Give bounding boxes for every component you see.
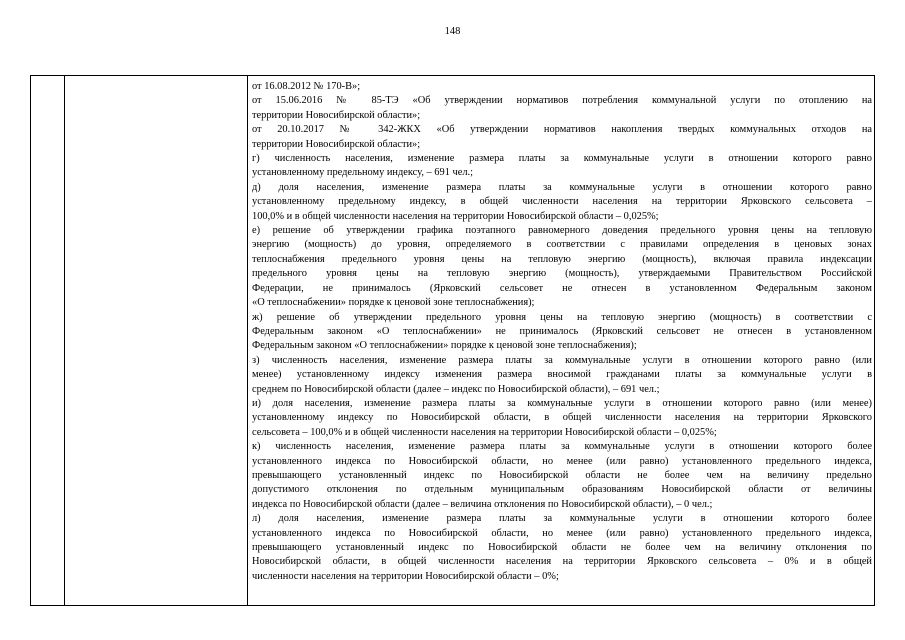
text-line: от 16.08.2012 № 170-В»; (252, 81, 361, 92)
text-line: Федеральным законом «О теплоснабжении» порядке к ценовой зоне теплоснабжения); (252, 340, 637, 352)
text-line: установленного индекса по Новосибирской области, но менее (или равно) установленного предельного индекса, (252, 455, 872, 467)
text-line: превышающего установленный индекс по Новосибирской области не более чем на величину предельно (252, 469, 872, 481)
text-line: от 20.10.2017 № 342-ЖКХ «Об утверждении нормативов накопления твердых коммунальных отходов на (252, 124, 872, 136)
text-line: з) численность населения, изменение размера платы за коммунальные услуги в отношении которого равно (или (252, 354, 872, 366)
text-line: сельсовета – 100,0% и в общей численности населения на территории Новосибирской области – 0,025%; (252, 426, 717, 438)
text-line: г) численность населения, изменение размера платы за коммунальные услуги в отношении которого равно (252, 153, 872, 165)
text-line: «О теплоснабжении» порядке к ценовой зоне теплоснабжения); (252, 297, 535, 309)
table-column-divider-2 (247, 76, 248, 605)
text-line: предельного уровня цены на тепловую энергию (мощность), утверждаемыми Правительством Российской (252, 268, 872, 280)
page-number: 148 (444, 26, 461, 37)
document-table (30, 75, 875, 606)
text-line: е) решение об утверждении графика поэтапного равномерного доведения предельного уровня цены на тепловую (252, 225, 872, 237)
text-line: энергию (мощность) до уровня, определяемого в соответствии с правилами определения в ценовых зонах (252, 239, 872, 251)
text-line: Федерации, не принималось (Ярковский сельсовет не отнесен в установленном Федеральным законом (252, 282, 872, 294)
text-line: от 15.06.2016 № 85-ТЭ «Об утверждении нормативов потребления коммунальной услуги по отоплению на (252, 95, 872, 107)
text-line: установленному предельному индексу, – 691 чел.; (252, 167, 473, 179)
text-line: численности населения на территории Новосибирской области – 0%; (252, 570, 559, 582)
text-line: к) численность населения, изменение размера платы за коммунальные услуги в отношении которого более (252, 441, 872, 453)
text-line: допустимого отклонения по отдельным муниципальным образованиям Новосибирской области от величины (252, 484, 872, 496)
text-line: Новосибирской области, в общей численности населения на территории Ярковского сельсовета – 0% и в общей (252, 556, 872, 568)
text-line: Федеральным законом «О теплоснабжении» не принималось (Ярковский сельсовет не отнесен в установленном (252, 325, 872, 337)
text-line: среднем по Новосибирской области (далее – индекс по Новосибирской области), – 691 чел.; (252, 383, 660, 395)
text-line: менее) установленному индексу изменения размера вносимой гражданами платы за коммунальные услуги в (252, 369, 872, 381)
text-line: установленному предельному индексу, в общей численности населения на территории Ярковского сельсовета – (252, 196, 872, 208)
table-content-cell (252, 80, 872, 584)
text-line: д) доля населения, изменение размера платы за коммунальные услуги в отношении которого равно (252, 181, 872, 193)
text-line: 100,0% и в общей численности населения на территории Новосибирской области – 0,025%; (252, 210, 659, 222)
table-column-divider-1 (64, 76, 65, 605)
text-line: территории Новосибирской области»; (252, 109, 421, 121)
text-line: установленного индекса по Новосибирской области, но менее (или равно) установленного предельного индекса, (252, 527, 872, 539)
text-line: и) доля населения, изменение размера платы за коммунальные услуги в отношении которого равно (или менее) (252, 397, 872, 409)
text-line: установленному индексу по Новосибирской области, в общей численности населения на территории Ярковского (252, 412, 872, 424)
text-line: ж) решение об утверждении предельного уровня цены на тепловую энергию (мощность) в соответствии с (252, 311, 872, 323)
text-line: индекса по Новосибирской области (далее – величина отклонения по Новосибирской области), – 0 чел.; (252, 498, 713, 510)
text-line: теплоснабжения предельного уровня цены на тепловую энергию (мощность), включая правила индексации (252, 253, 872, 265)
text-line: территории Новосибирской области»; (252, 138, 421, 150)
text-line: л) доля населения, изменение размера платы за коммунальные услуги в отношении которого более (252, 513, 872, 525)
text-line: превышающего установленный индекс по Новосибирской области не более чем на величину отклонения по (252, 542, 872, 553)
